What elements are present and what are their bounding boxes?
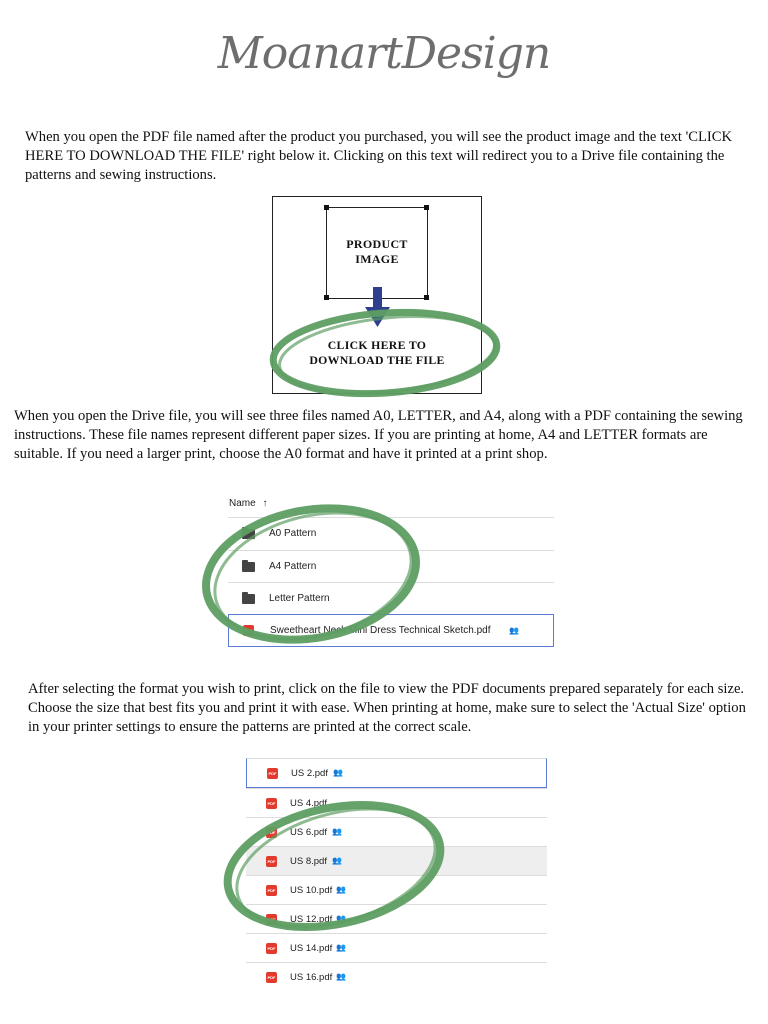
corner-handle bbox=[424, 295, 429, 300]
product-image-label bbox=[326, 237, 428, 267]
pdf-icon: PDF bbox=[266, 914, 277, 925]
drive-file-list bbox=[228, 494, 554, 647]
shared-people-icon: 👥 bbox=[509, 626, 519, 635]
file-name: US 6.pdf bbox=[290, 827, 327, 838]
shared-folder-icon bbox=[242, 529, 255, 539]
pdf-icon: PDF bbox=[266, 827, 277, 838]
pdf-icon: PDF bbox=[266, 856, 277, 867]
download-line-1: CLICK HERE TO bbox=[327, 338, 427, 352]
product-figure bbox=[272, 196, 482, 394]
arrow-up-icon: ↑ bbox=[262, 498, 268, 509]
corner-handle bbox=[324, 205, 329, 210]
file-name: US 8.pdf bbox=[290, 856, 327, 867]
pdf-file-row[interactable] bbox=[228, 614, 554, 647]
folder-name: Letter Pattern bbox=[269, 593, 330, 604]
shared-folder-icon bbox=[242, 594, 255, 604]
pdf-file-row[interactable] bbox=[246, 846, 547, 876]
shared-people-icon: 👥 bbox=[336, 914, 346, 923]
file-name: US 14.pdf bbox=[290, 943, 333, 954]
pdf-icon: PDF bbox=[243, 625, 254, 636]
pdf-file-row[interactable] bbox=[246, 962, 547, 985]
down-arrow-icon bbox=[365, 287, 391, 329]
pdf-file-row[interactable] bbox=[246, 933, 547, 963]
shared-folder-icon bbox=[242, 562, 255, 572]
pdf-icon: PDF bbox=[266, 943, 277, 954]
file-name: US 16.pdf bbox=[290, 972, 333, 983]
name-header-label: Name bbox=[229, 498, 256, 509]
pdf-file-row[interactable] bbox=[246, 875, 547, 905]
file-name: US 4.pdf bbox=[290, 798, 327, 809]
name-column-header[interactable] bbox=[229, 498, 267, 509]
corner-handle bbox=[324, 295, 329, 300]
shared-people-icon: 👥 bbox=[332, 856, 342, 865]
folder-row[interactable] bbox=[228, 517, 554, 550]
pdf-file-row[interactable] bbox=[246, 904, 547, 934]
pdf-file-row[interactable] bbox=[246, 788, 547, 818]
pdf-file-row[interactable] bbox=[246, 758, 547, 788]
file-name: Sweetheart Neck Mini Dress Technical Sketch.pdf bbox=[270, 625, 491, 636]
product-label-line-2: IMAGE bbox=[355, 252, 399, 266]
file-name: US 10.pdf bbox=[290, 885, 333, 896]
download-line-2: DOWNLOAD THE FILE bbox=[309, 353, 445, 367]
shared-people-icon: 👥 bbox=[336, 943, 346, 952]
shared-people-icon: 👥 bbox=[336, 885, 346, 894]
instruction-paragraph-2: When you open the Drive file, you will see three files named A0, LETTER, and A4, along with a PDF containing the sewing instructions. These file names represent different paper sizes. If you are printing at home, A4 and LETTER formats are suitable. If you need a larger print, choose the A0 format and have it printed at a print shop. bbox=[14, 408, 743, 462]
instruction-paragraph-1: When you open the PDF file named after the product you purchased, you will see the product image and the text 'CLICK HERE TO DOWNLOAD THE FILE' right below it. Clicking on this text will redirect you to a Drive file containing the patterns and sewing instructions. bbox=[25, 129, 732, 183]
pdf-icon: PDF bbox=[266, 972, 277, 983]
download-link-text[interactable] bbox=[277, 338, 477, 368]
corner-handle bbox=[424, 205, 429, 210]
folder-name: A0 Pattern bbox=[269, 528, 317, 539]
instruction-paragraph-3: After selecting the format you wish to print, click on the file to view the PDF documents prepared separately for each size. Choose the size that best fits you and print it with ease. When printing at home, make sure to select the 'Actual Size' option in your printer settings to ensure the patterns are printed at the correct scale. bbox=[28, 681, 746, 735]
pdf-icon: PDF bbox=[267, 768, 278, 779]
shared-people-icon: 👥 bbox=[336, 972, 346, 981]
file-name: US 12.pdf bbox=[290, 914, 333, 925]
size-file-list bbox=[246, 757, 547, 985]
file-name: US 2.pdf bbox=[291, 768, 328, 779]
folder-row[interactable] bbox=[228, 582, 554, 615]
folder-name: A4 Pattern bbox=[269, 561, 317, 572]
pdf-file-row[interactable] bbox=[246, 817, 547, 847]
shared-people-icon: 👥 bbox=[332, 827, 342, 836]
folder-row[interactable] bbox=[228, 550, 554, 583]
pdf-icon: PDF bbox=[266, 798, 277, 809]
logo: MoanartDesign bbox=[217, 28, 551, 79]
shared-people-icon: 👥 bbox=[333, 768, 343, 777]
pdf-icon: PDF bbox=[266, 885, 277, 896]
product-label-line-1: PRODUCT bbox=[346, 237, 408, 251]
